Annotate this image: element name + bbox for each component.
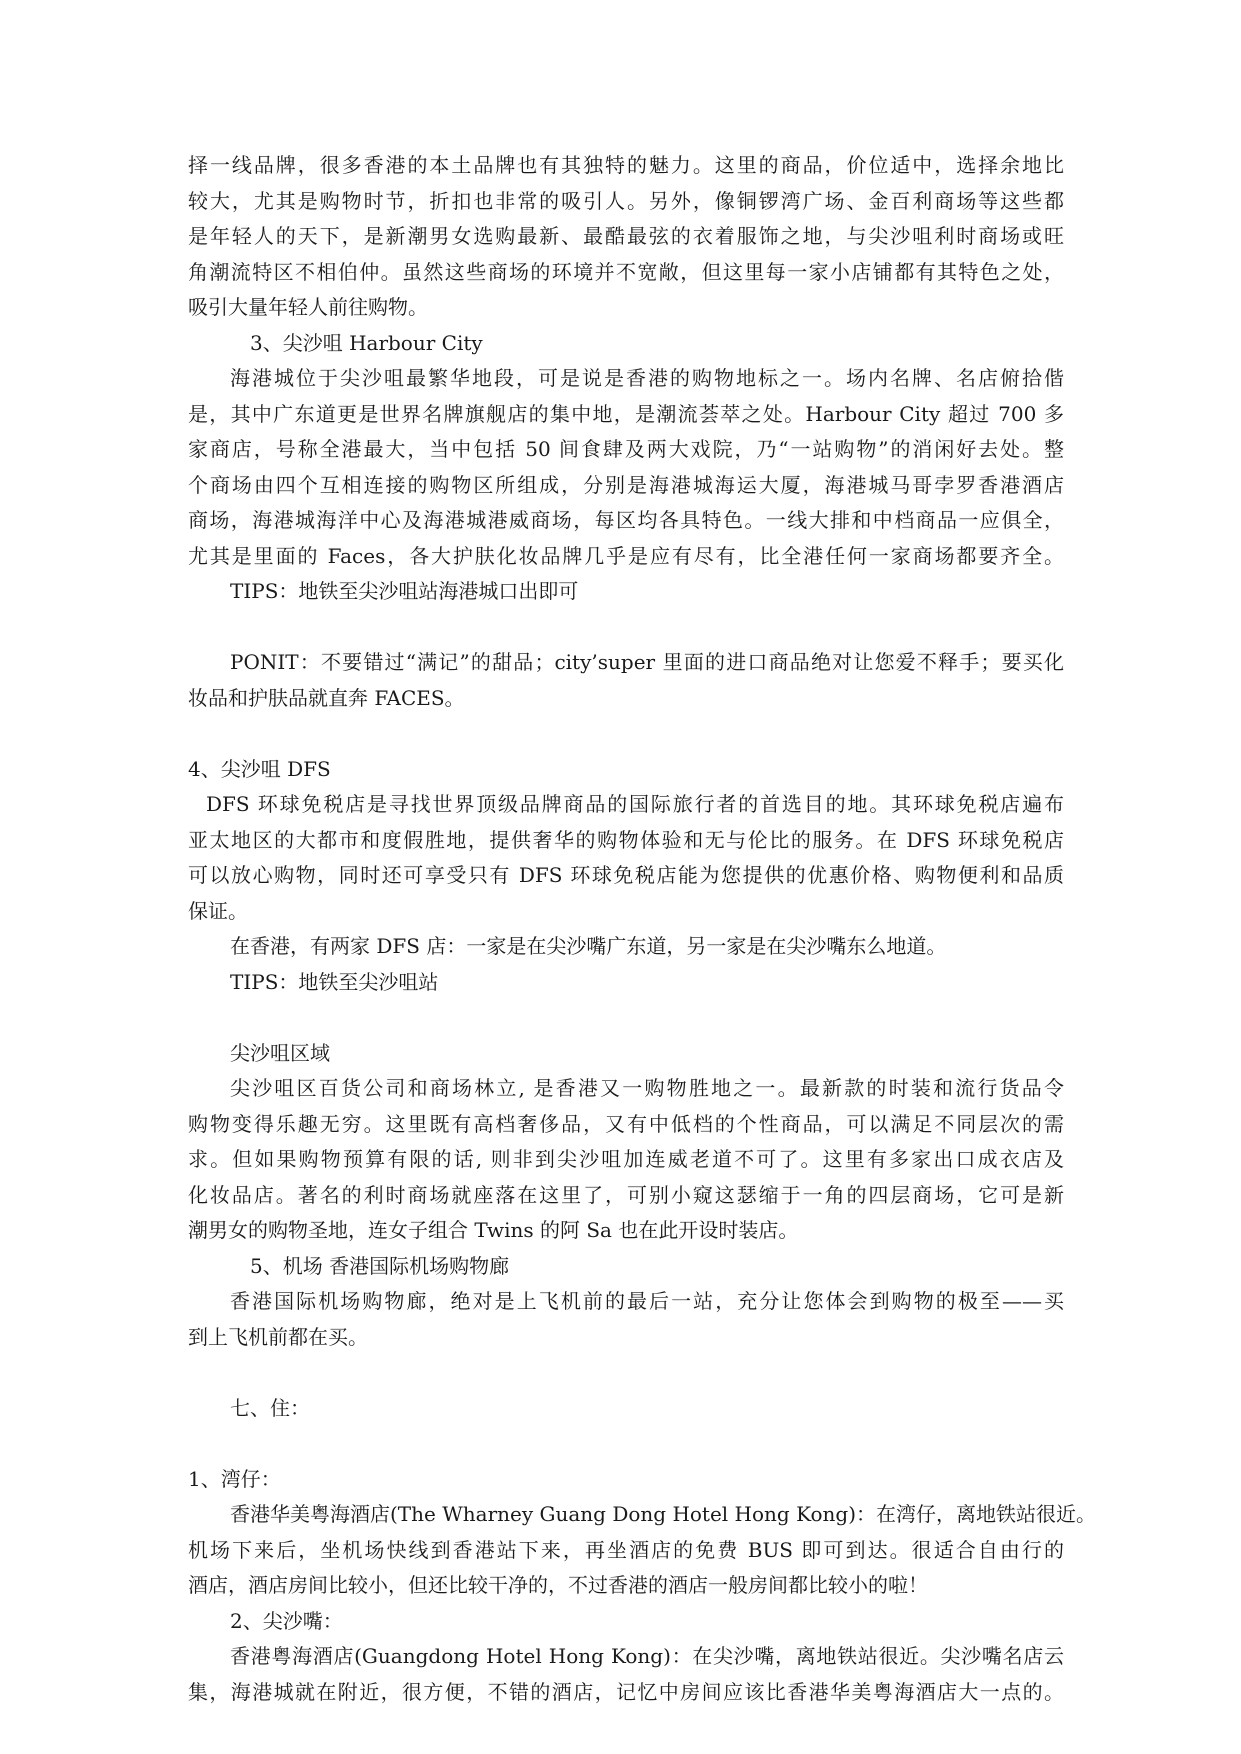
- shopping-intro-line-4: 角潮流特区不相伯仲。虽然这些商场的环境并不宽敞，但这里每一家小店铺都有其特色之处，: [188, 259, 1064, 284]
- shopping-intro-line-5: 吸引大量年轻人前往购物。: [188, 295, 428, 319]
- dfs-line-3: 可以放心购物，同时还可享受只有 DFS 环球免税店能为您提供的优惠价格、购物便利和品质: [188, 863, 1064, 887]
- section-heading-dfs: 4、尖沙咀 DFS: [188, 756, 331, 781]
- harbour-city-line-5: 商场，海港城海洋中心及海港城港威商场，每区均各具特色。一线大排和中档商品一应俱全，: [188, 508, 1064, 532]
- dfs-tips: TIPS：地铁至尖沙咀站: [230, 969, 439, 994]
- tsim-sha-tsui-line-1: 香港粤海酒店(Guangdong Hotel Hong Kong)：在尖沙嘴，离地铁站很近。尖沙嘴名店云: [230, 1644, 1064, 1668]
- harbour-city-line-3: 家商店，号称全港最大，当中包括 50 间食肆及两大戏院，乃“一站购物”的消闲好去处。整: [188, 437, 1064, 461]
- dfs-line-2: 亚太地区的大都市和度假胜地，提供奢华的购物体验和无与伦比的服务。在 DFS 环球免税店: [188, 827, 1064, 852]
- harbour-city-line-6: 尤其是里面的 Faces，各大护肤化妆品牌几乎是应有尽有，比全港任何一家商场都要齐全。: [188, 543, 1064, 568]
- chapter-heading-accommodation: 七、住：: [230, 1395, 310, 1420]
- point-line-2: 妆品和护肤品就直奔 FACES。: [188, 685, 465, 710]
- blank-line: [188, 610, 1064, 646]
- tsim-sha-tsui-line-2: 集，海港城就在附近，很方便，不错的酒店，记忆中房间应该比香港华美粤海酒店大一点的。: [188, 1679, 1064, 1704]
- shopping-intro-line-3: 是年轻人的天下，是新潮男女选购最新、最酷最弦的衣着服饰之地，与尖沙咀利时商场或旺: [188, 224, 1064, 248]
- harbour-city-line-1: 海港城位于尖沙咀最繁华地段，可是说是香港的购物地标之一。场内名牌、名店俯拾偕: [230, 366, 1064, 390]
- dfs-stores: 在香港，有两家 DFS 店：一家是在尖沙嘴广东道，另一家是在尖沙嘴东么地道。: [230, 934, 947, 958]
- section-heading-harbour-city: 3、尖沙咀 Harbour City: [250, 330, 483, 355]
- blank-line: [188, 1000, 1064, 1036]
- harbour-city-line-2: 是，其中广东道更是世界名牌旗舰店的集中地，是潮流荟萃之处。Harbour City 超过 700 多: [188, 401, 1064, 426]
- tst-region-line-5: 潮男女的购物圣地，连女子组合 Twins 的阿 Sa 也在此开设时装店。: [188, 1218, 799, 1242]
- tst-region-line-1: 尖沙咀区百货公司和商场林立, 是香港又一购物胜地之一。最新款的时装和流行货品令: [230, 1076, 1064, 1100]
- dfs-line-1: DFS 环球免税店是寻找世界顶级品牌商品的国际旅行者的首选目的地。其环球免税店遍布: [206, 792, 1064, 816]
- harbour-city-tips: TIPS：地铁至尖沙咀站海港城口出即可: [230, 579, 579, 603]
- section-heading-tst-region: 尖沙咀区域: [230, 1040, 330, 1065]
- wan-chai-line-2: 机场下来后，坐机场快线到香港站下来，再坐酒店的免费 BUS 即可到达。很适合自由行的: [188, 1537, 1064, 1562]
- section-heading-tsim-sha-tsui: 2、尖沙嘴：: [230, 1608, 343, 1633]
- airport-line-1: 香港国际机场购物廊，绝对是上飞机前的最后一站，充分让您体会到购物的极至——买: [230, 1289, 1064, 1313]
- blank-line: [188, 716, 1064, 752]
- dfs-line-4: 保证。: [188, 898, 248, 923]
- tst-region-line-2: 购物变得乐趣无穷。这里既有高档奢侈品，又有中低档的个性商品，可以满足不同层次的需: [188, 1111, 1064, 1136]
- wan-chai-line-1: 香港华美粤海酒店(The Wharney Guang Dong Hotel Hong Kong)：在湾仔，离地铁站很近。: [230, 1502, 1097, 1526]
- shopping-intro-line-1: 择一线品牌，很多香港的本土品牌也有其独特的魅力。这里的商品，价位适中，选择余地比: [188, 153, 1064, 177]
- blank-line: [188, 1355, 1064, 1391]
- section-heading-wan-chai: 1、湾仔：: [188, 1466, 281, 1491]
- point-line-1: PONIT：不要错过“满记”的甜品；city’super 里面的进口商品绝对让您爱不释手；要买化: [230, 650, 1064, 674]
- document-page: [188, 148, 1097, 1710]
- harbour-city-line-4: 个商场由四个互相连接的购物区所组成，分别是海港城海运大厦，海港城马哥孛罗香港酒店: [188, 472, 1064, 497]
- wan-chai-line-3: 酒店，酒店房间比较小，但还比较干净的，不过香港的酒店一般房间都比较小的啦！: [188, 1573, 928, 1597]
- shopping-intro-line-2: 较大，尤其是购物时节，折扣也非常的吸引人。另外，像铜锣湾广场、金百利商场等这些都: [188, 188, 1064, 213]
- blank-line: [188, 1426, 1064, 1462]
- tst-region-line-4: 化妆品店。著名的利时商场就座落在这里了，可别小窥这瑟缩于一角的四层商场，它可是新: [188, 1182, 1064, 1207]
- tst-region-line-3: 求。但如果购物预算有限的话, 则非到尖沙咀加连威老道不可了。这里有多家出口成衣店及: [188, 1147, 1064, 1171]
- section-heading-airport: 5、机场 香港国际机场购物廊: [250, 1253, 510, 1278]
- airport-line-2: 到上飞机前都在买。: [188, 1324, 368, 1349]
